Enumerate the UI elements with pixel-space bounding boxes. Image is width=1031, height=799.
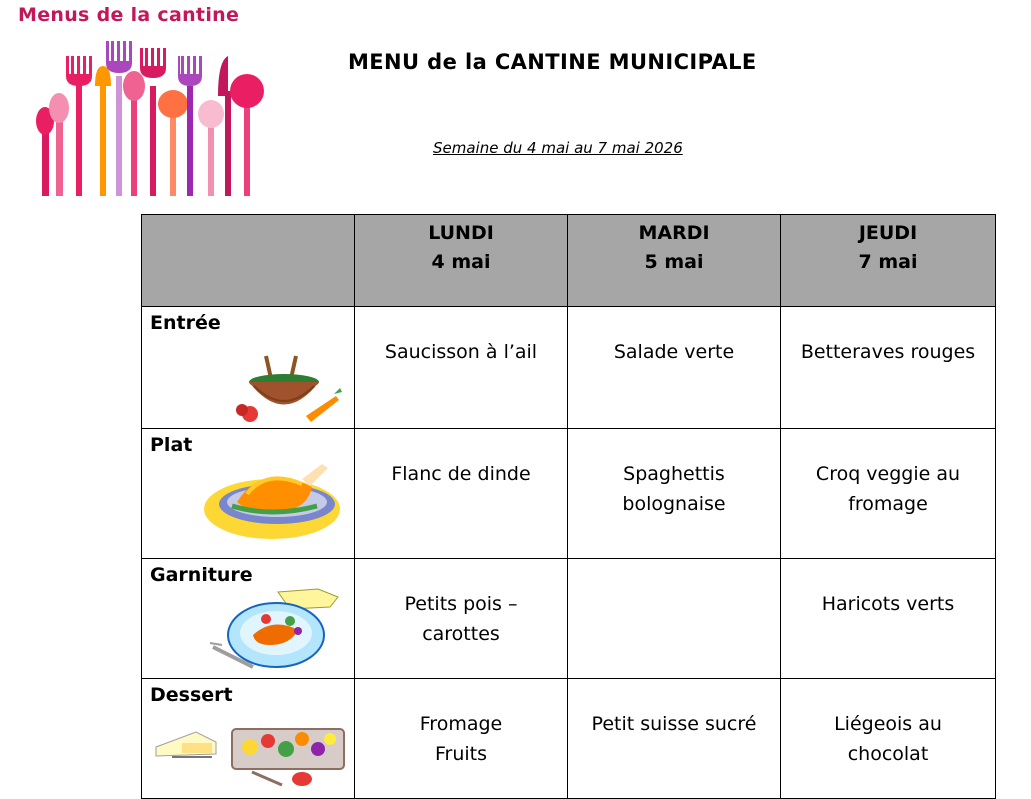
row-label: Plat <box>150 434 193 456</box>
menu-cell-tuesday-plat <box>568 429 781 559</box>
header-row <box>142 215 996 307</box>
plate-fork-icon <box>208 587 343 677</box>
menu-cell-monday-entree <box>355 307 568 429</box>
row-garniture <box>142 559 996 679</box>
dish-line: Fromage <box>419 713 503 735</box>
row-label: Entrée <box>150 312 221 334</box>
dish-line: Saucisson à l’ail <box>384 341 538 363</box>
dish-line: Petit suisse sucré <box>591 713 757 735</box>
salad-bowl-icon <box>234 352 344 424</box>
dish-line: Betteraves rouges <box>800 341 976 363</box>
menu-cell-monday-plat <box>355 429 568 559</box>
dish-line: fromage <box>848 493 928 515</box>
menu-table <box>141 214 996 799</box>
logo-title: Menus de la cantine <box>18 4 240 26</box>
day-name: MARDI <box>638 222 710 244</box>
dish-line: Fruits <box>434 743 488 765</box>
dish-line: Haricots verts <box>821 593 955 615</box>
day-date: 5 mai <box>644 251 704 273</box>
menu-cell-monday-garniture <box>355 559 568 679</box>
menu-cell-monday-dessert <box>355 679 568 799</box>
dish-line: chocolat <box>847 743 929 765</box>
menu-cell-tuesday-garniture <box>568 559 781 679</box>
day-date: 7 mai <box>858 251 918 273</box>
menu-cell-tuesday-entree <box>568 307 781 429</box>
dish-line: bolognaise <box>622 493 726 515</box>
corner-cell <box>142 215 355 307</box>
day-name: JEUDI <box>858 222 918 244</box>
dish-line: Petits pois – <box>404 593 518 615</box>
dish-line: Flanc de dinde <box>391 463 531 485</box>
day-header-thursday <box>781 215 996 307</box>
menu-cell-thursday-plat <box>781 429 996 559</box>
row-label-cell <box>142 559 355 679</box>
row-label-cell <box>142 307 355 429</box>
day-date: 4 mai <box>431 251 491 273</box>
dish-line: Spaghettis <box>623 463 725 485</box>
dish-line: carottes <box>422 623 500 645</box>
menu-cell-tuesday-dessert <box>568 679 781 799</box>
row-label-cell <box>142 679 355 799</box>
row-label-cell <box>142 429 355 559</box>
row-dessert <box>142 679 996 799</box>
week-subtitle: Semaine du 4 mai au 7 mai 2026 <box>433 139 683 157</box>
row-label: Garniture <box>150 564 253 586</box>
row-entree <box>142 307 996 429</box>
day-header-monday <box>355 215 568 307</box>
dish-line: Liégeois au <box>834 713 942 735</box>
menu-cell-thursday-entree <box>781 307 996 429</box>
menu-cell-thursday-garniture <box>781 559 996 679</box>
cheese-fruit-icon <box>152 717 347 789</box>
page-title: MENU de la CANTINE MUNICIPALE <box>348 50 757 74</box>
row-plat <box>142 429 996 559</box>
dish-line: Salade verte <box>613 341 735 363</box>
cutlery-logo-icon <box>30 36 275 198</box>
day-header-tuesday <box>568 215 781 307</box>
day-name: LUNDI <box>428 222 494 244</box>
row-label: Dessert <box>150 684 233 706</box>
roast-chicken-icon <box>202 454 347 544</box>
menu-cell-thursday-dessert <box>781 679 996 799</box>
dish-line: Croq veggie au <box>815 463 961 485</box>
